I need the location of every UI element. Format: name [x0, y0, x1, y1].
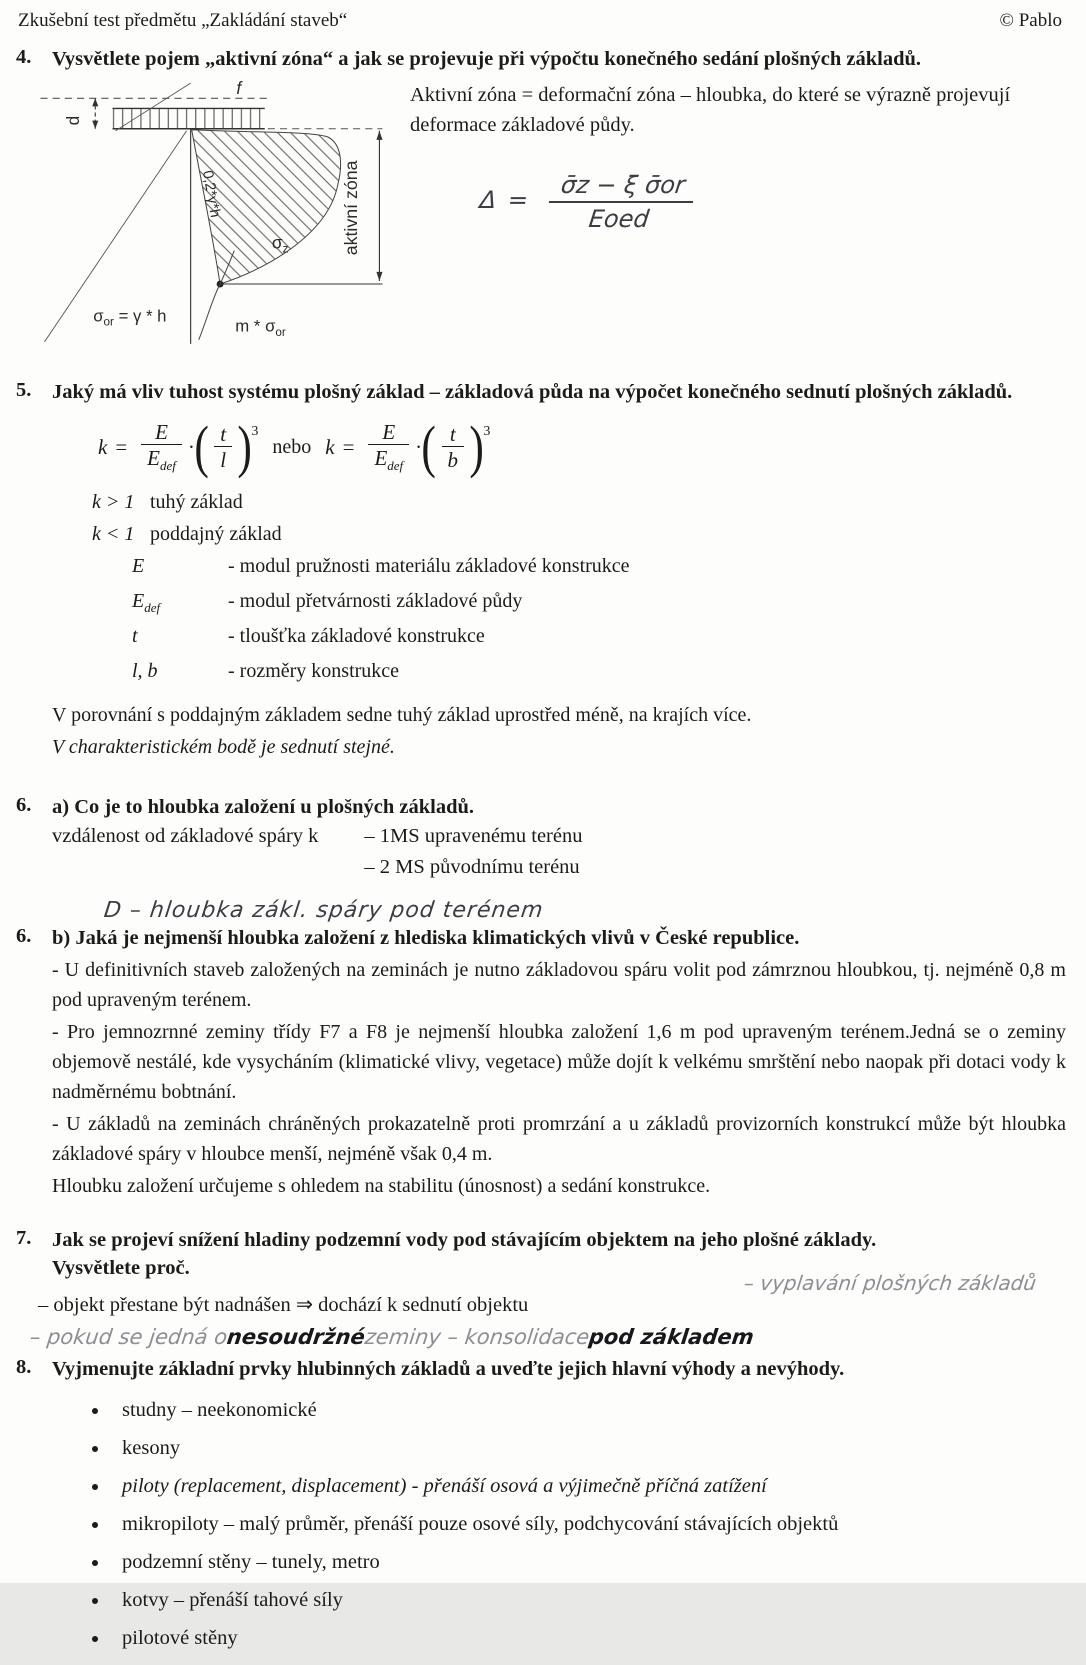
question-4-title: Vysvětlete pojem „aktivní zóna“ a jak se projevuje při výpočtu konečného sedání plošných základů. — [52, 48, 922, 70]
q4-answer-text: Aktivní zóna = deformační zóna – hloubka, do které se výrazně projevují deformace základové půdy. — [410, 83, 1011, 137]
active-zone-label: aktivní zóna — [341, 160, 362, 255]
q7-handwritten-right — [744, 1271, 1036, 1296]
t-over-l: $\frac{t}{l}$ — [214, 422, 232, 472]
q8-bullet-studny: • studny – neekonomické — [110, 1399, 1066, 1422]
q8-bullet-pilotove-steny: • pilotové stěny — [110, 1627, 1066, 1650]
hw-formula-denominator: Eoed — [586, 205, 651, 234]
formula-fraction-2: $\frac{E}{E_{def}}$ — [368, 420, 409, 474]
exponent: 3 — [251, 424, 259, 440]
formula-Edef: $E_{def}$ — [141, 444, 182, 474]
formula-equals: = — [115, 434, 128, 459]
stiffness-formula — [98, 414, 1066, 480]
sigma-or-label: $\sigma_{or} = \gamma * h$ — [93, 306, 167, 329]
formula-dot: · — [187, 434, 195, 459]
question-7 — [14, 1227, 1066, 1350]
d-arrow-top — [92, 98, 98, 106]
question-5 — [14, 379, 1066, 764]
formula-E: E — [155, 420, 168, 445]
q8-bullet-piloty: • piloty (replacement, displacement) - přenáší osová a výjimečně příčná zatížení — [110, 1475, 1066, 1498]
q6a-handwriting-text: D – hloubka zákl. spáry pod terénem — [102, 898, 545, 924]
definition-row: $E_{def}$ - modul přetvárnosti základové půdy — [132, 589, 523, 615]
q5-note-line1: V porovnání s poddajným základem sedne tuhý základ uprostřed méně, na krajích více. — [52, 703, 752, 726]
q8-bullet-kesony: • kesony — [110, 1437, 1066, 1460]
d-arrow-bottom — [92, 120, 98, 128]
q8-bullet-podzemni-steny: • podzemní stěny – tunely, metro — [110, 1551, 1066, 1574]
q5-note-line2: V charakteristickém bodě je sednutí stejné. — [52, 735, 395, 758]
q6a-handwritten-note — [104, 897, 1066, 923]
definition-row: k < 1 poddajný základ — [92, 522, 282, 545]
hw-formula-lhs: Δ — [478, 185, 499, 214]
definition-row: l, b - rozměry konstrukce — [132, 659, 400, 682]
q6a-option-1: – 1MS upravenému terénu — [364, 825, 583, 848]
hw-formula-fraction — [545, 171, 697, 233]
active-zone-arrow-bottom — [376, 272, 382, 281]
question-6a — [14, 794, 1066, 924]
question-7-number: 7. — [16, 1226, 32, 1249]
formula-nebo: nebo — [272, 435, 312, 458]
active-zone-diagram — [36, 78, 396, 355]
active-zone-diagram-svg — [36, 78, 392, 350]
question-6b-number: 6. — [16, 925, 32, 948]
formula-dot-2: · — [415, 434, 423, 459]
formula-equals-2: = — [342, 434, 355, 459]
question-5-title: Jaký má vliv tuhost systému plošný základ – základová půda na výpočet konečného sednutí plošných základů. — [52, 380, 1013, 403]
question-6b-title: b) Jaká je nejmenší hloubka založení z hlediska klimatických vlivů v České republice. — [52, 927, 800, 950]
sigma-z-label: $\sigma_z$ — [271, 232, 289, 256]
q6b-paragraph-4: Hloubku založení určujeme s ohledem na stabilitu (únosnost) a sedání konstrukce. — [52, 1174, 711, 1197]
definition-row: t - tloušťka základové konstrukce — [132, 624, 485, 647]
formula-paren-group-2: ( $\frac{t}{b}$ ) $^3$ — [421, 414, 491, 480]
q7-hw-part: zeminy – konsolidace — [363, 1325, 591, 1350]
hw-formula-eq: = — [506, 185, 531, 214]
q7-hw-part: – pokud se jedná o — [28, 1325, 229, 1350]
q6b-paragraph-2: - Pro jemnozrnné zeminy třídy F7 a F8 je nejmenší hloubka založení 1,6 m pod upraveným terénem.Jedná se o zeminy objemově nestálé, kde vysycháním (klimatické vlivy, vegetace) může dojít k velkému smrštění nebo naopak při dotaci vody k nadměrnému bobtnání. — [52, 1020, 1066, 1103]
definition-row: E - modul pružnosti materiálu základové konstrukce — [132, 554, 630, 577]
t-over-b: $\frac{t}{b}$ — [442, 422, 465, 472]
q6a-options — [364, 825, 582, 887]
q6b-paragraph-3: - U základů na zeminách chráněných prokazatelně proti promrzání a u základů provizorních konstrukcí může být hloubka základové spáry v hloubce menší, nejméně však 0,4 m. — [52, 1112, 1066, 1165]
question-6a-title: a) Co je to hloubka založení u plošných základů. — [52, 795, 475, 818]
d-label: d — [63, 115, 84, 126]
q6a-answer — [52, 825, 1066, 887]
bulb-curve-label: 0,2*γ*h — [198, 168, 223, 219]
q4-handwritten-formula — [480, 171, 1062, 233]
symbol-definitions — [92, 491, 1066, 686]
active-zone-arrow-top — [376, 130, 382, 139]
formula-k: k — [98, 434, 108, 459]
formula-fraction-1 — [141, 420, 182, 474]
q7-hw-part: nesoudržné — [225, 1325, 367, 1350]
formula-k2: k — [325, 434, 335, 459]
question-7-title-line1: Jak se projeví snížení hladiny podzemní vody pod stávajícím objektem na jeho plošné základy. — [52, 1228, 877, 1251]
q7-handwriting-right-text: – vyplavání plošných základů — [742, 1270, 1038, 1295]
q7-hw-part: pod základem — [587, 1325, 756, 1350]
q7-handwritten-bottom — [30, 1325, 1066, 1350]
q6a-option-2: – 2 MS původnímu terénu — [364, 856, 580, 879]
question-8-title: Vyjmenujte základní prvky hlubinných základů a uveďte jejich hlavní výhody a nevýhody. — [52, 1358, 845, 1381]
exam-title: Zkušební test předmětu „Zakládání staveb“ — [18, 10, 348, 31]
q7-answer: – objekt přestane být nadnášen ⇒ dochází k sednutí objektu — [38, 1294, 529, 1317]
question-4-number: 4. — [16, 46, 32, 68]
q6b-paragraph-1: - U definitivních staveb založených na zeminách je nutno základovou spáru volit pod zámrznou hloubkou, tj. nejméně 0,8 m pod upraveným terénem. — [52, 958, 1066, 1011]
q6a-answer-prefix: vzdálenost od základové spáry k — [52, 825, 319, 848]
question-6a-number: 6. — [16, 793, 32, 816]
q8-bullet-kotvy: • kotvy – přenáší tahové síly — [110, 1589, 1066, 1612]
m-sigma-label: m * $\sigma_{or}$ — [235, 316, 286, 339]
copyright-note: © Pablo — [999, 10, 1062, 31]
formula-paren-group-1: ( $\frac{t}{l}$ ) $^3$ — [194, 414, 259, 480]
question-4-answer-row — [14, 78, 1066, 355]
question-8 — [14, 1356, 1066, 1665]
question-8-number: 8. — [16, 1356, 32, 1379]
exam-header — [14, 8, 1066, 32]
load-label: f — [236, 77, 242, 98]
definition-row: k > 1 tuhý základ — [92, 490, 243, 513]
question-5-number: 5. — [16, 378, 32, 401]
question-7-title-line2: Vysvětlete proč. — [52, 1256, 190, 1279]
question-6b — [14, 925, 1066, 1203]
question-4 — [14, 46, 1066, 74]
q8-bullet-list — [52, 1399, 1066, 1650]
q8-bullet-mikropiloty: • mikropiloty – malý průměr, přenáší pouze osové síly, podchycování stávajících objektů — [110, 1513, 1066, 1536]
hw-formula-numerator: σ̄z − ξ σ̄or — [548, 171, 696, 203]
